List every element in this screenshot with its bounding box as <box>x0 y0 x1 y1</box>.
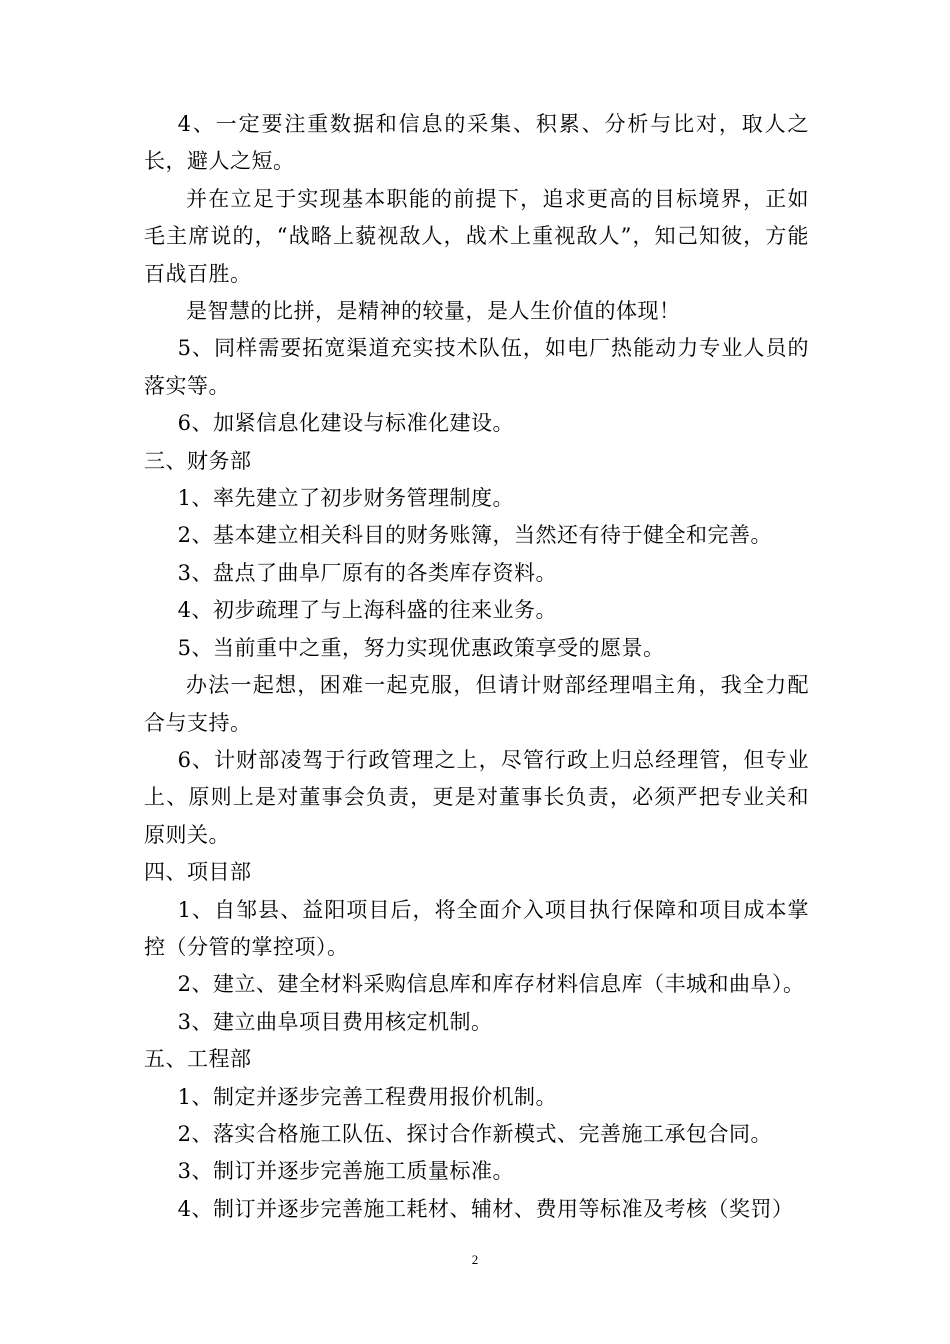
list-item: 2、落实合格施工队伍、探讨合作新模式、完善施工承包合同。 <box>177 1121 772 1146</box>
list-item: 5、当前重中之重，努力实现优惠政策享受的愿景。 <box>177 635 665 660</box>
list-item: 1、制定并逐步完善工程费用报价机制。 <box>177 1084 557 1109</box>
list-item: 4、制订并逐步完善施工耗材、辅材、费用等标准及考核（奖罚） <box>177 1196 794 1221</box>
body-paragraph: 是智慧的比拼，是精神的较量，是人生价值的体现！ <box>186 299 681 324</box>
list-item: 1、率先建立了初步财务管理制度。 <box>177 486 514 511</box>
page-number: 2 <box>471 1252 479 1267</box>
list-item: 4、初步疏理了与上海科盛的往来业务。 <box>177 598 557 623</box>
list-item: 6、加紧信息化建设与标准化建设。 <box>177 411 514 436</box>
list-item: 5、同样需要拓宽渠道充实技术队伍，如电厂热能动力专业人员的落实等。 <box>144 336 809 398</box>
list-item: 6、计财部凌驾于行政管理之上，尽管行政上归总经理管，但专业上、原则上是对董事会负责，更是对董事长负责，必须严把专业关和原则关。 <box>144 747 809 847</box>
list-item: 1、自邹县、益阳项目后，将全面介入项目执行保障和项目成本掌控（分管的掌控项）。 <box>144 897 809 959</box>
body-paragraph: 办法一起想，困难一起克服，但请计财部经理唱主角，我全力配合与支持。 <box>144 673 809 735</box>
list-item: 3、制订并逐步完善施工质量标准。 <box>177 1159 514 1184</box>
section-heading: 三、财务部 <box>144 448 252 473</box>
document-page <box>144 106 809 1228</box>
list-item: 3、建立曲阜项目费用核定机制。 <box>177 1009 493 1034</box>
section-heading: 五、工程部 <box>144 1047 252 1072</box>
section-heading: 四、项目部 <box>144 860 252 885</box>
list-item: 3、盘点了曲阜厂原有的各类库存资料。 <box>177 560 557 585</box>
list-item: 4、一定要注重数据和信息的采集、积累、分析与比对，取人之长，避人之短。 <box>144 112 809 174</box>
body-paragraph: 并在立足于实现基本职能的前提下，追求更高的目标境界，正如毛主席说的，“战略上藐视敌人，战术上重视敌人”，知己知彼，方能百战百胜。 <box>144 186 809 286</box>
list-item: 2、建立、建全材料采购信息库和库存材料信息库（丰城和曲阜）。 <box>177 972 805 997</box>
list-item: 2、基本建立相关科目的财务账簿，当然还有待于健全和完善。 <box>177 523 772 548</box>
